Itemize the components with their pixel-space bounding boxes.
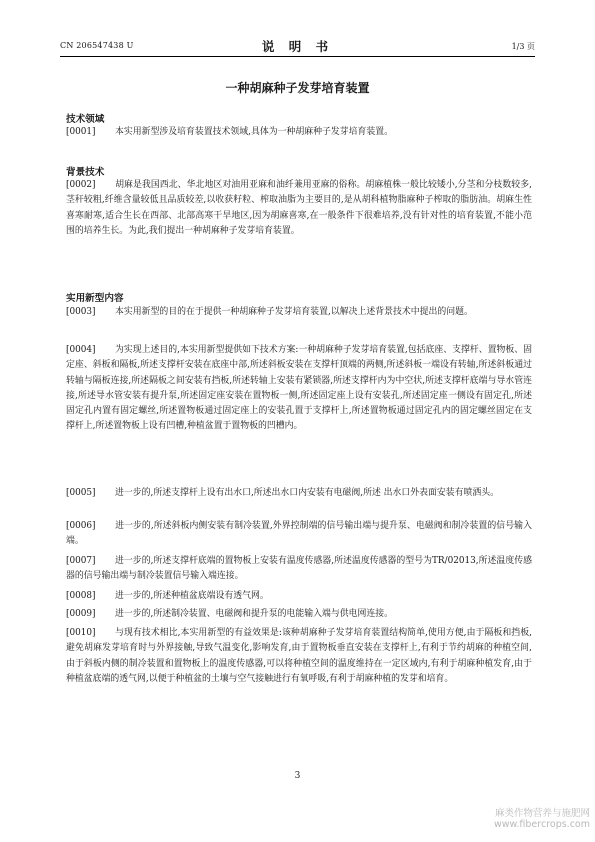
paragraph-number: [0001] <box>66 127 96 137</box>
paragraph-number: [0006] <box>66 521 96 531</box>
paragraph-0009 <box>66 607 532 622</box>
paragraph-number: [0008] <box>66 591 96 601</box>
watermark <box>462 808 590 830</box>
paragraph-text: 与现有技术相比,本实用新型的有益效果是:该种胡麻种子发芽培育装置结构简单,使用方便,由于隔板和挡板,避免胡麻发芽培育时与外界接触,导致气温变化,影响发育,由于置物板垂直安装在支撑杆上,有利于节约胡麻的种植空间,由于斜板内侧的制冷装置和置物板上的温度传感器,可以将种植空间的温度维持在一定区域内,有利于胡麻种植发育,由于种植盆底端的透气网,以便于种植盆的土壤与空气接触进行有氧呼吸,有利于胡麻种植的发芽和培育。 <box>66 628 532 684</box>
paragraph-0010 <box>66 626 532 687</box>
paragraph-number: [0005] <box>66 488 96 498</box>
patent-number: CN 206547438 U <box>60 41 134 50</box>
paragraph-0003 <box>66 305 532 320</box>
paragraph-0007 <box>66 554 532 585</box>
document-type: 说 明 书 <box>261 39 334 54</box>
paragraph-text: 进一步的,所述斜板内侧安装有制冷装置,外界控制端的信号输出端与提升泵、电磁阀和制冷装置的信号输入端。 <box>66 521 532 547</box>
paragraph-number: [0007] <box>66 556 96 566</box>
paragraph-number: [0002] <box>66 180 96 190</box>
paragraph-0001 <box>66 125 532 140</box>
paragraph-number: [0009] <box>66 609 96 619</box>
paragraph-number: [0003] <box>66 307 96 317</box>
page-header <box>60 38 535 54</box>
paragraph-0006 <box>66 519 532 550</box>
paragraph-number: [0004] <box>66 345 96 355</box>
watermark-site-name: 麻类作物营养与施肥网 <box>494 808 590 819</box>
paragraph-text: 本实用新型的目的在于提供一种胡麻种子发芽培育装置,以解决上述背景技术中提出的问题。 <box>115 307 473 317</box>
paragraph-0005 <box>66 486 532 501</box>
paragraph-number: [0010] <box>66 628 96 638</box>
paragraph-0004 <box>66 343 532 435</box>
paragraph-text: 本实用新型涉及培育装置技术领域,具体为一种胡麻种子发芽培育装置。 <box>115 127 393 137</box>
paragraph-0008 <box>66 589 532 604</box>
header-rule <box>60 56 535 57</box>
watermark-url: www.fibercrops.com <box>493 819 590 830</box>
section-heading-tech-field: 技术领域 <box>66 114 105 125</box>
page-info: 1/3 页 <box>511 42 535 51</box>
paragraph-text: 进一步的,所述种植盆底端设有透气网。 <box>115 591 269 601</box>
paragraph-0002 <box>66 178 532 239</box>
paragraph-text: 胡麻是我国西北、华北地区对油用亚麻和油纤兼用亚麻的俗称。胡麻植株一般比较矮小,分茎和分枝数较多,茎秆较粗,纤维含量较低且品质较差,以收获籽粒、榨取油脂为主要目的,是从胡科植物脂麻种子榨取的脂肪油。胡麻生性喜寒耐寒,适合生长在西部、北部高寒干旱地区,因为胡麻喜寒,在一般条件下很难培养,没有针对性的培育装置,不能小范围的培养生长。为此,我们提出一种胡麻种子发芽培育装置。 <box>66 180 532 236</box>
paragraph-text: 进一步的,所述支撑杆底端的置物板上安装有温度传感器,所述温度传感器的型号为TR/02013,所述温度传感器的信号输出端与制冷装置信号输入端连接。 <box>66 556 532 582</box>
paragraph-text: 进一步的,所述制冷装置、电磁阀和提升泵的电能输入端与供电网连接。 <box>115 609 393 619</box>
section-heading-background: 背景技术 <box>66 167 105 178</box>
section-heading-content: 实用新型内容 <box>66 293 124 304</box>
document-title: 一种胡麻种子发芽培育装置 <box>225 81 370 95</box>
paragraph-text: 进一步的,所述支撑杆上设有出水口,所述出水口内安装有电磁阀,所述 出水口外表面安装有喷洒头。 <box>115 488 500 498</box>
paragraph-text: 为实现上述目的,本实用新型提供如下技术方案:一种胡麻种子发芽培育装置,包括底座、支撑杆、置物板、固定座、斜板和隔板,所述支撑杆安装在底座中部,所述斜板安装在支撑杆顶端的两侧,所述斜板一端设有转轴,所述斜板通过转轴与隔板连接,所述隔板之间安装有挡板,所述转轴上安装有紧锁器,所述支撑杆内为中空状,所述支撑杆底端与导水管连接,所述导水管安装有提升泵,所述固定座安装在置物板一侧,所述固定座上设有安装孔,所述固定座一侧设有固定孔,所述固定孔内置有固定螺丝,所述置物板通过固定座上的安装孔置于支撑杆上,所述置物板通过固定孔内的固定螺丝固定在支撑杆上,所述置物板上设有凹槽,种植盆置于置物板的凹槽内。 <box>66 345 532 432</box>
page-number: 3 <box>294 771 301 781</box>
